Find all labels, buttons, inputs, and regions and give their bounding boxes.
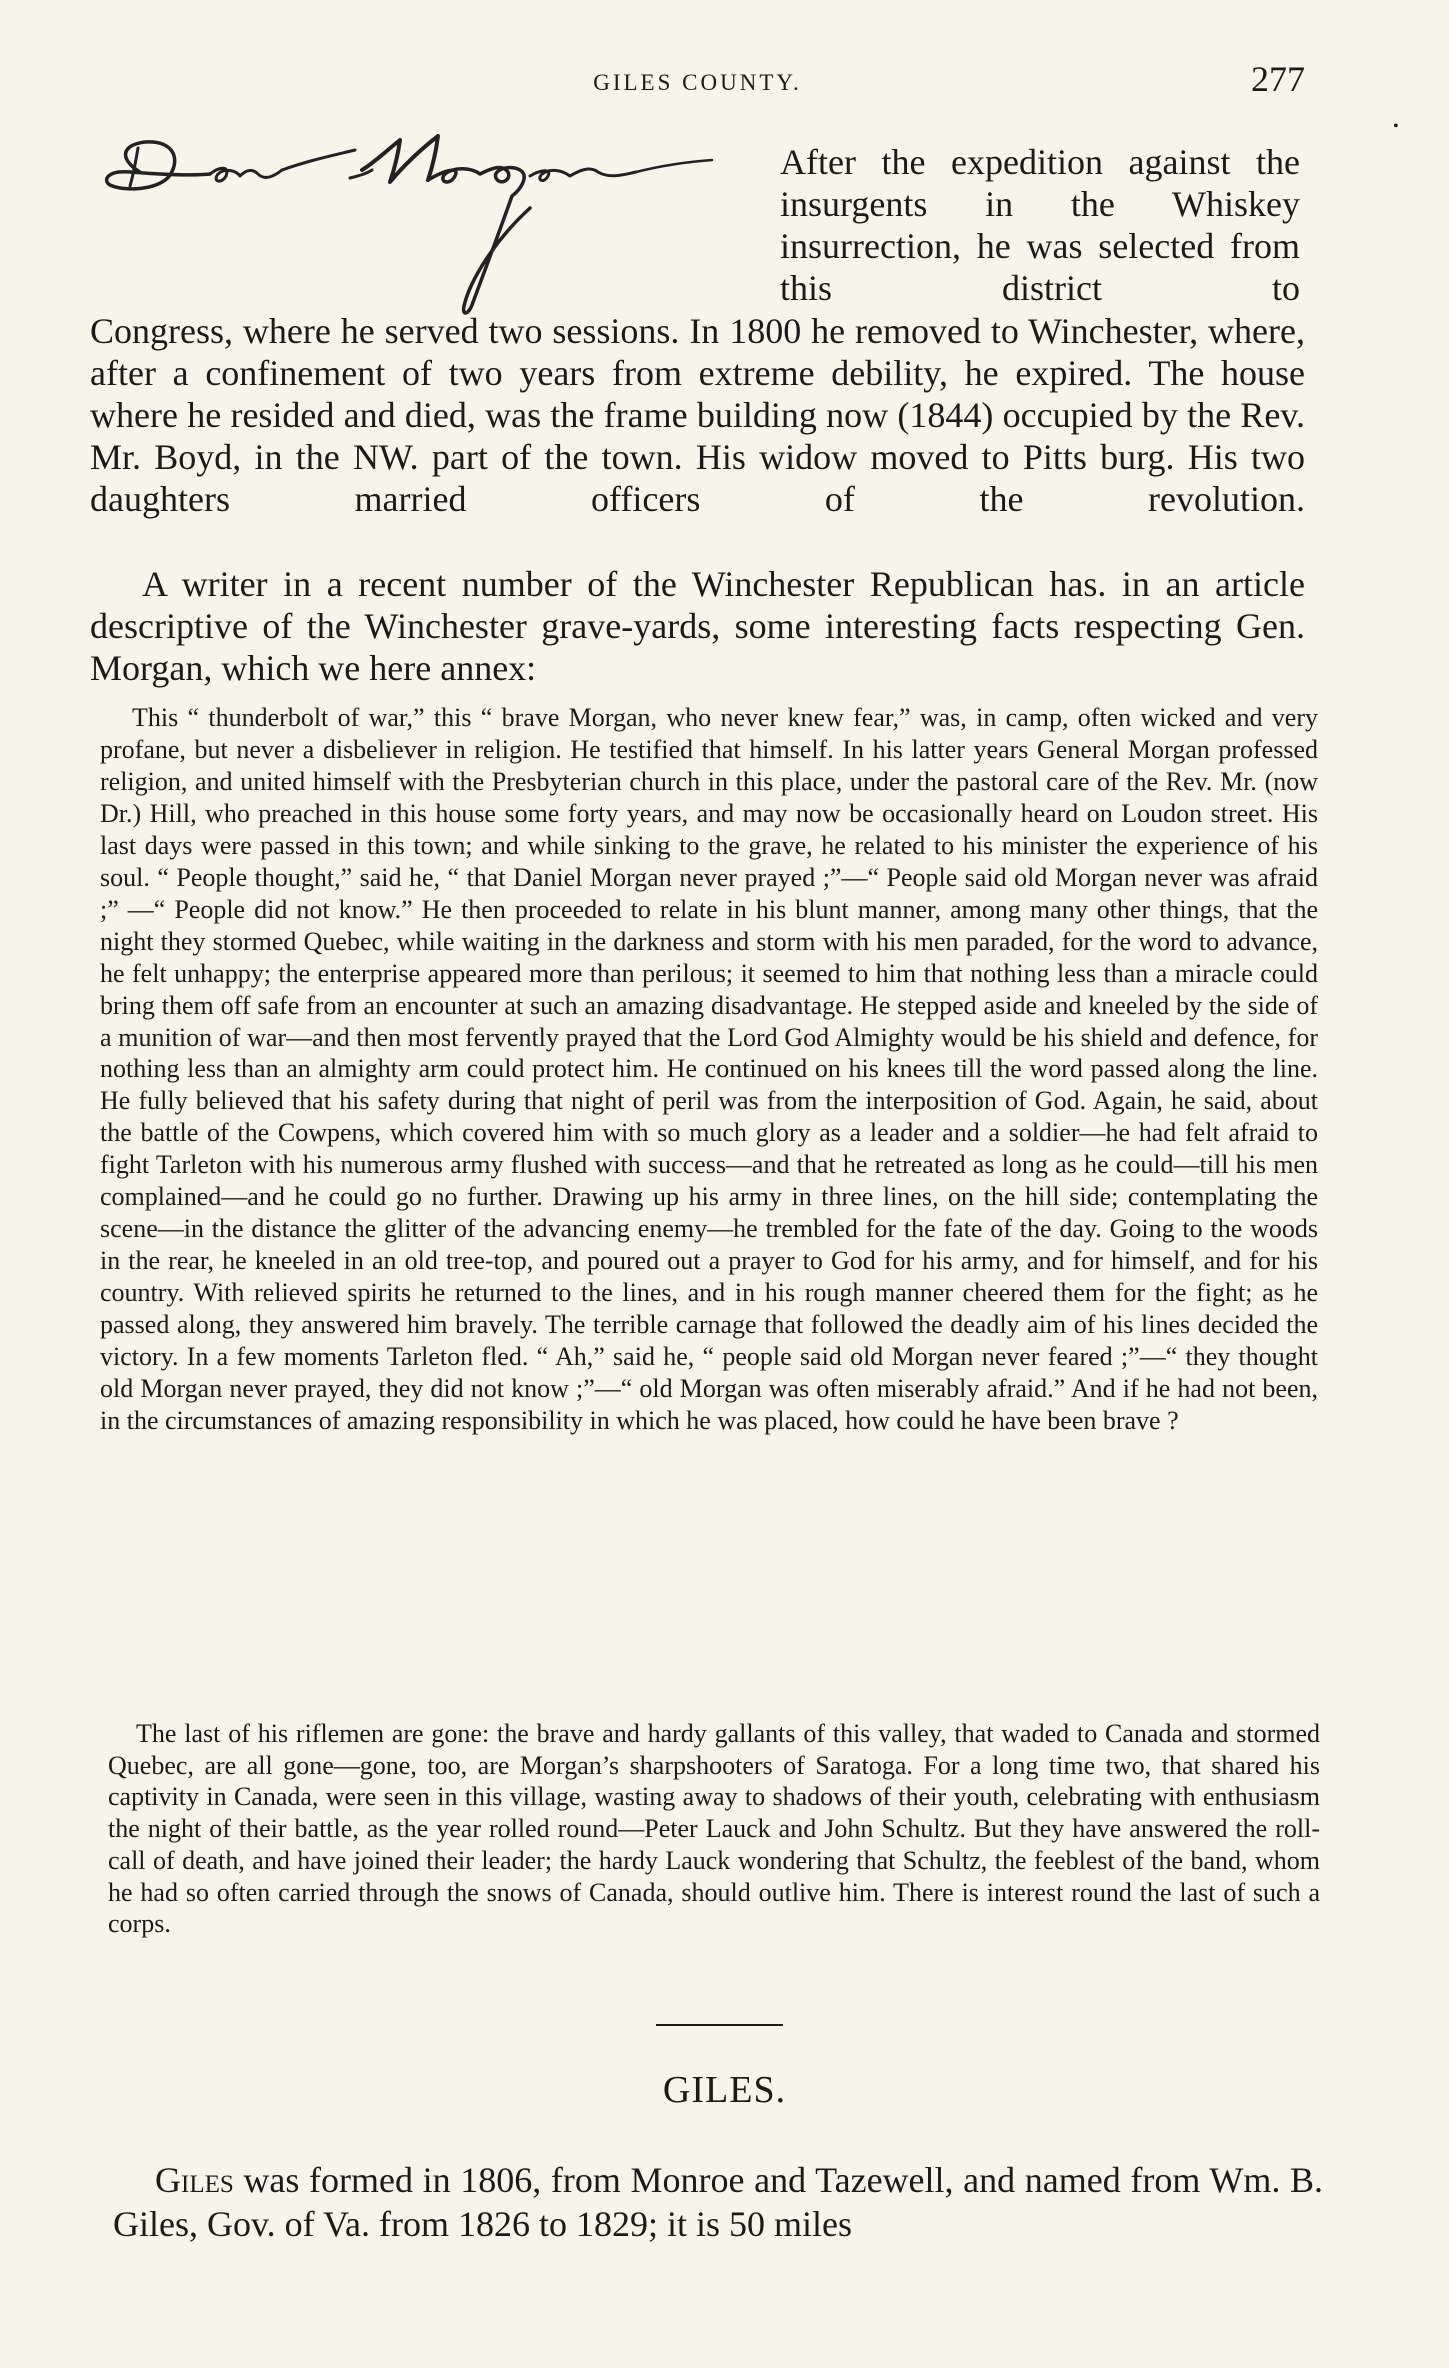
page-header <box>90 58 1305 108</box>
section-text: was formed in 1806, from Monroe and Tazewell, and named from Wm. B. Giles, Gov. of Va. from 1826 to 1829; it is 50 miles <box>113 2160 1323 2244</box>
margin-mark: • <box>1393 118 1399 135</box>
intro-paragraph: A writer in a recent number of the Winchester Republican has. in an article descriptive of the Winchester grave-yards, some interesting facts respecting Gen. Morgan, which we here annex: <box>90 564 1305 688</box>
quotation-paragraph-1: This “ thunderbolt of war,” this “ brave Morgan, who never knew fear,” was, in camp, often wicked and very profane, but never a disbeliever in religion. He testified that himself. In his latter years General Morgan professed religion, and united himself with the Presbyterian church in this place, under the pastoral care of the Rev. Mr. (now Dr.) Hill, who preached in this house some forty years, and may now be occasionally heard on Loudon street. His last days were passed in this town; and while sinking to the grave, he related to his minister the experience of his soul. “ People thought,” said he, “ that Daniel Morgan never prayed ;”—“ People said old Morgan never was afraid ;” —“ People did not know.” He then proceeded to relate in his blunt manner, among many other things, that the night they stormed Quebec, while waiting in the darkness and storm with his men paraded, for the word to advance, he felt unhappy; the enterprise appeared more than perilous; it seemed to him that nothing less than a miracle could bring them off safe from an encounter at such an amazing disadvantage. He stepped aside and kneeled by the side of a munition of war—and then most fervently prayed that the Lord God Almighty would be his shield and defence, for nothing less than an almighty arm could protect him. He continued on his knees till the word passed along the line. He fully believed that his safety during that night of peril was from the interposition of God. Again, he said, about the battle of the Cowpens, which covered him with so much glory as a leader and a soldier—he had felt afraid to fight Tarleton with his numerous army flushed with success—and that he retreated as long as he could—till his men complained—and he could go no further. Drawing up his army in three lines, on the hill side; contemplating the scene—in the distance the glitter of the advancing enemy—he trembled for the fate of the day. Going to the woods in the rear, he kneeled in an old tree-top, and poured out a prayer to God for his army, and for himself, and for his country. With relieved spirits he returned to the lines, and in his rough manner cheered them for the fight; as he passed along, they answered him bravely. The terrible carnage that followed the deadly aim of his lines decided the victory. In a few moments Tarleton fled. “ Ah,” said he, “ people said old Morgan never feared ;”—“ they thought old Morgan never prayed, they did not know ;”—“ old Morgan was often miserably afraid.” And if he had not been, in the circumstances of amazing responsibility in which he was placed, how could he have been brave ? <box>100 703 1318 1435</box>
page-number: 277 <box>1251 59 1305 99</box>
signature <box>100 130 760 330</box>
quotation-paragraph-2: The last of his riflemen are gone: the brave and hardy gallants of this valley, that waded to Canada and stormed Quebec, are all gone—gone, too, are Morgan’s sharpshooters of Saratoga. For a long time two, that shared his captivity in Canada, were seen in this village, wasting away to shadows of their youth, celebrating with enthusiasm the night of their battle, as the year rolled round—Peter Lauck and John Schultz. But they have answered the roll-call of death, and have joined their leader; the hardy Lauck wondering that Schultz, the feeblest of the band, whom he had so often carried through the snows of Canada, should outlive him. There is interest round the last of such a corps. <box>108 1719 1320 1939</box>
signature-text <box>100 130 101 131</box>
section-title: GILES. <box>662 2069 787 2111</box>
section-lead-word: Giles <box>155 2160 234 2200</box>
signature-drawing <box>100 130 760 330</box>
section-paragraph <box>113 2158 1323 2246</box>
section-divider <box>656 2024 783 2026</box>
side-paragraph: After the expedition against the insurgents in the Whiskey insurrection, he was selected from this district to <box>780 142 1300 308</box>
running-head: GILES COUNTY. <box>593 70 802 95</box>
main-paragraph: Congress, where he served two sessions. In 1800 he removed to Winchester, where, after a confinement of two years from extreme debility, he expired. The house where he resided and died, was the frame building now (1844) occupied by the Rev. Mr. Boyd, in the NW. part of the town. His widow moved to Pitts burg. His two daughters married officers of the revolution. <box>90 311 1305 519</box>
